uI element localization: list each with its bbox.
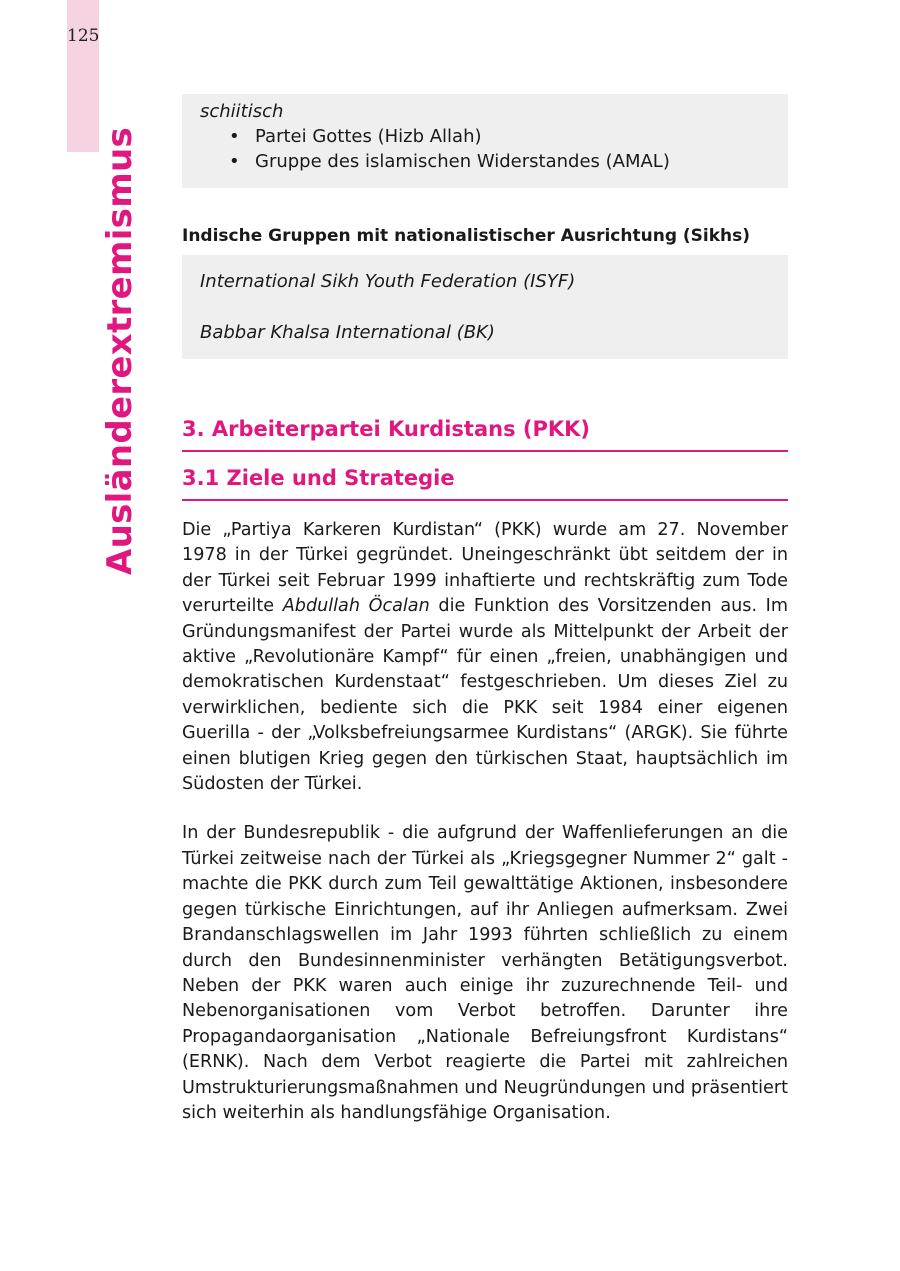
text-run: Die „Partiya Karkeren Kurdistan“ (PKK) wurde am 27. November 1978 in der Türkei gegründet. Uneingeschränkt übt seitdem der in der Türkei seit Februar 1999 inhaftierte und rechtskräftig zum Tode verurteilte	[182, 520, 788, 617]
group-heading: Indische Gruppen mit nationalistischer Ausrichtung (Sikhs)	[182, 226, 751, 246]
person-name: Abdullah Öcalan	[282, 596, 430, 617]
side-tab	[67, 0, 99, 152]
sikh-groups-box	[182, 255, 788, 359]
paragraph-2	[182, 821, 788, 1126]
category-label: schiitisch	[200, 101, 284, 122]
text-run: die Funktion des Vorsitzenden aus. Im Gründungsmanifest der Partei wurde als Mittelpunkt der Arbeit der aktive „Revolutionäre Kampf“ für einen „freien, unabhängigen und demokratischen Kurdenstaat“ festgeschrieben. Um dieses Ziel zu verwirklichen, bediente sich die PKK seit 1984 einer eigenen Guerilla - der „Volksbefreiungsarmee Kurdistans“ (ARGK). Sie führte einen blutigen Krieg gegen den türkischen Staat, hauptsächlich im Südosten der Türkei.	[182, 596, 789, 795]
subsection-heading: 3.1 Ziele und Strategie	[182, 463, 788, 501]
list-item: • Partei Gottes (Hizb Allah)	[255, 124, 770, 149]
page-content	[182, 94, 788, 1126]
list-item: • Gruppe des islamischen Widerstandes (AMAL)	[255, 149, 770, 174]
page-number: 125	[67, 26, 100, 46]
shiite-groups-box	[182, 94, 788, 188]
group-list	[200, 124, 770, 174]
section-heading: 3. Arbeiterpartei Kurdistans (PKK)	[182, 414, 788, 452]
paragraph-1	[182, 518, 788, 797]
side-section-title: Ausländerextremismus	[100, 127, 140, 575]
list-item: Babbar Khalsa International (BK)	[200, 322, 495, 343]
paragraph-text: In der Bundesrepublik - die aufgrund der Waffenlieferungen an die Türkei zeitweise nach der Türkei als „Kriegsgegner Nummer 2“ galt - machte die PKK durch zum Teil gewalttätige Aktionen, insbesondere gegen türkische Einrichtungen, auf ihr Anliegen aufmerksam. Zwei Brandanschlagswellen im Jahr 1993 führten schließlich zu einem durch den Bundesinnenminister verhängten Betätigungsverbot. Neben der PKK waren auch einige ihr zuzurechnende Teil- und Nebenorganisationen vom Verbot betroffen. Darunter ihre Propagandaorganisation „Nationale Befreiungsfront Kurdistans“ (ERNK). Nach dem Verbot reagierte die Partei mit zahlreichen Umstrukturierungsmaßnahmen und Neugründungen und präsentiert sich weiterhin als handlungsfähige Organisation.	[182, 823, 788, 1123]
list-item: International Sikh Youth Federation (ISYF)	[200, 271, 576, 292]
